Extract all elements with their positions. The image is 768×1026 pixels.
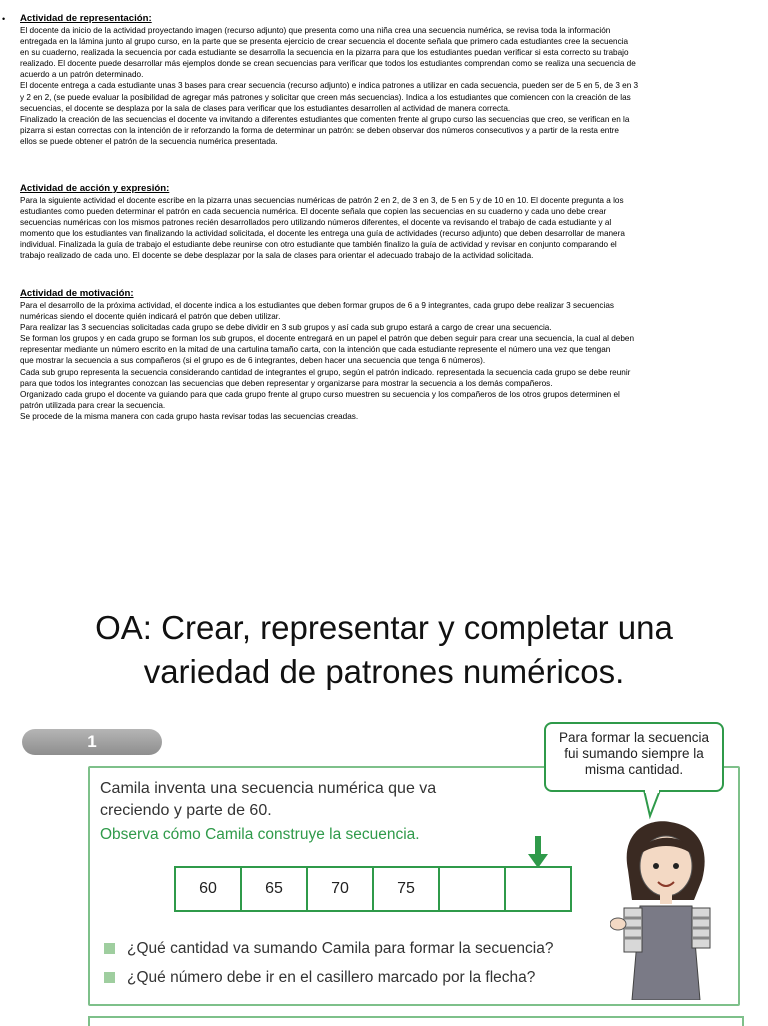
paragraph-line: trabajo realizado de cada uno. El docente se debe desplazar por la sala de clases para orientar el adecuado trabajo de la actividad solicitada. (20, 251, 534, 261)
sequence-cell-empty (439, 867, 505, 911)
paragraph-line: momento que los estudiantes van finalizando la actividad solicitada, el docente les entrega una guía de actividades (recurso adjunto) que deben desarrollar de manera (20, 229, 625, 239)
section-representacion (20, 13, 760, 147)
paragraph-line: en su cuaderno, realizada la secuencia por cada estudiante se desarrolla la secuencia en la pizarra para que los estudiantes puedan verificar si esta correcto su trabajo (20, 48, 629, 58)
question-2 (104, 969, 535, 987)
question-text: ¿Qué número debe ir en el casillero marcado por la flecha? (127, 969, 536, 986)
objective-line-1: OA: Crear, representar y completar una (95, 609, 673, 646)
problem-line-1: Camila inventa una secuencia numérica que va (100, 780, 437, 797)
paragraph-line: individual. Finalizada la guía de trabajo el estudiante debe reunirse con otro estudiante que también finalizo la guía de actividad y revisar en conjunto comparando el (20, 240, 617, 250)
section-title: Actividad de motivación: (20, 288, 134, 299)
exercise-number-badge: 1 (22, 729, 162, 755)
section-title: Actividad de representación: (20, 13, 152, 24)
paragraph-line: Finalizado la creación de las secuencias el docente va invitando a diferentes estudiantes que comenten frente al grupo curso las secuencias que creo, se verifican en la (20, 114, 630, 124)
paragraph-line: patrón utilizada para crear la secuencia. (20, 400, 166, 410)
paragraph-line: representar mediante un número escrito en la mitad de una cartulina tamaño carta, con la intención que cada estudiante represente el número una vez que tengan (20, 345, 611, 355)
paragraph-line: para que todos los integrantes conozcan las secuencias que deben representar y organizarse para mostrar la secuencia a los demás compañeros. (20, 378, 553, 388)
problem-statement (100, 778, 520, 822)
paragraph-line: Cada sub grupo representa la secuencia considerando cantidad de integrantes el grupo, según el patrón indicado. representada la secuencia cada grupo se debe reunir (20, 367, 631, 377)
down-arrow-icon (526, 836, 550, 870)
sequence-cell-arrow-target (505, 867, 571, 911)
paragraph-line: Para la siguiente actividad el docente escribe en la pizarra unas secuencias numéricas de patrón 2 en 2, de 3 en 3, de 5 en 5 y de 10 en 10. El docente pregunta a los (20, 196, 624, 205)
next-exercise-frame (88, 1016, 744, 1026)
square-bullet-icon (104, 943, 115, 954)
paragraph-line: realizado. El docente puede desarrollar más ejemplos donde se crean secuencias para verificar que todos los estudiantes comprendan como se realiza una secuencia de (20, 59, 636, 69)
paragraph-line: y 2 en 2, (se puede evaluar la posibilidad de agregar más patrones y solicitar que creen más secuencias). Indica a los estudiantes que comiencen con la creación de las (20, 92, 631, 102)
girl-illustration-icon (610, 800, 730, 1000)
paragraph-line: Se forman los grupos y en cada grupo se forman los sub grupos, el docente entregará en un papel el patrón que deben seguir para crear una secuencia, la cual al deben (20, 334, 635, 344)
speech-line-1: Para formar la secuencia (558, 730, 710, 745)
paragraph-line: acuerdo a un patrón determinado. (20, 70, 144, 80)
objective-line-2: variedad de patrones numéricos. (143, 653, 625, 690)
square-bullet-icon (104, 972, 115, 983)
paragraph-line: que mostrar la secuencia a sus compañeros (si el grupo es de 6 integrantes, deben hacer una secuencia que tenga 6 números). (20, 356, 486, 366)
sequence-table (174, 866, 572, 912)
sequence-cell: 60 (175, 867, 241, 911)
paragraph-line: pizarra si estan correctas con la intención de ir reforzando la forma de determinar un patrón: se deben observar dos números consecutivos y a partir de la resta entre (20, 125, 619, 135)
section-body (20, 25, 760, 147)
sequence-cell: 75 (373, 867, 439, 911)
paragraph-line: Para el desarrollo de la próxima actividad, el docente indica a los estudiantes que deben formar grupos de 6 a 9 integrantes, cada grupo debe realizar 3 secuencias (20, 301, 614, 310)
section-motivacion (20, 288, 760, 422)
section-body (20, 195, 760, 262)
sequence-cell: 70 (307, 867, 373, 911)
sequence-cell: 65 (241, 867, 307, 911)
paragraph-line: secuencias numéricas con los mismos patrones recién desarrollados pero utilizando números diferentes, el docente va revisando el trabajo de cada estudiante y al (20, 218, 612, 228)
list-bullet: • (2, 14, 6, 24)
speech-line-2: fui sumando siempre la (564, 746, 704, 761)
paragraph-line: ellos se puede obtener el patrón de la secuencia numérica presentada. (20, 136, 278, 146)
paragraph-line: entregada en la lámina junto al grupo curso, en la parte que se presenta ejercicio de crear secuencia el docente señala que primero cada estudiantes cree la secuencia (20, 37, 629, 47)
paragraph-line: El docente entrega a cada estudiante unas 3 bases para crear secuencia (recurso adjunto) e indica patrones a utilizar en cada secuencia, pueden ser de 5 en 5, de 3 en 3 (20, 81, 639, 91)
problem-line-2: creciendo y parte de 60. (100, 802, 272, 819)
question-1 (104, 940, 553, 958)
section-accion-expresion (20, 183, 760, 262)
learning-objective (40, 606, 728, 694)
paragraph-line: estudiantes como pueden determinar el patrón en cada secuencia numérica. El docente señala que copien las secuencias en su cuaderno y cada uno debe crear (20, 207, 607, 217)
paragraph-line: El docente da inicio de la actividad proyectando imagen (recurso adjunto) que presenta como una niña crea una secuencia numérica, se revisa toda la información (20, 26, 611, 35)
question-text: ¿Qué cantidad va sumando Camila para formar la secuencia? (127, 940, 554, 957)
paragraph-line: Para realizar las 3 secuencias solicitadas cada grupo se debe dividir en 3 sub grupos y así cada sub grupo estará a cargo de crear una secuencia. (20, 323, 552, 333)
paragraph-line: Organizado cada grupo el docente va guiando para que cada grupo frente al grupo curso muestren su secuencia y los compañeros de los otros grupos determinen el (20, 389, 620, 399)
speech-bubble (544, 722, 724, 792)
paragraph-line: secuencias, el docente se desplaza por la sala de clases para verificar que los estudiantes desarrollen al actividad de manera correcta. (20, 103, 511, 113)
section-body (20, 300, 760, 422)
section-title: Actividad de acción y expresión: (20, 183, 170, 194)
paragraph-line: Se procede de la misma manera con cada grupo hasta revisar todas las secuencias creadas. (20, 411, 359, 421)
paragraph-line: numéricas siendo el docente quién indicará el patrón que deben utilizar. (20, 312, 281, 322)
instruction-text: Observa cómo Camila construye la secuencia. (100, 826, 420, 843)
speech-line-3: misma cantidad. (584, 762, 684, 777)
